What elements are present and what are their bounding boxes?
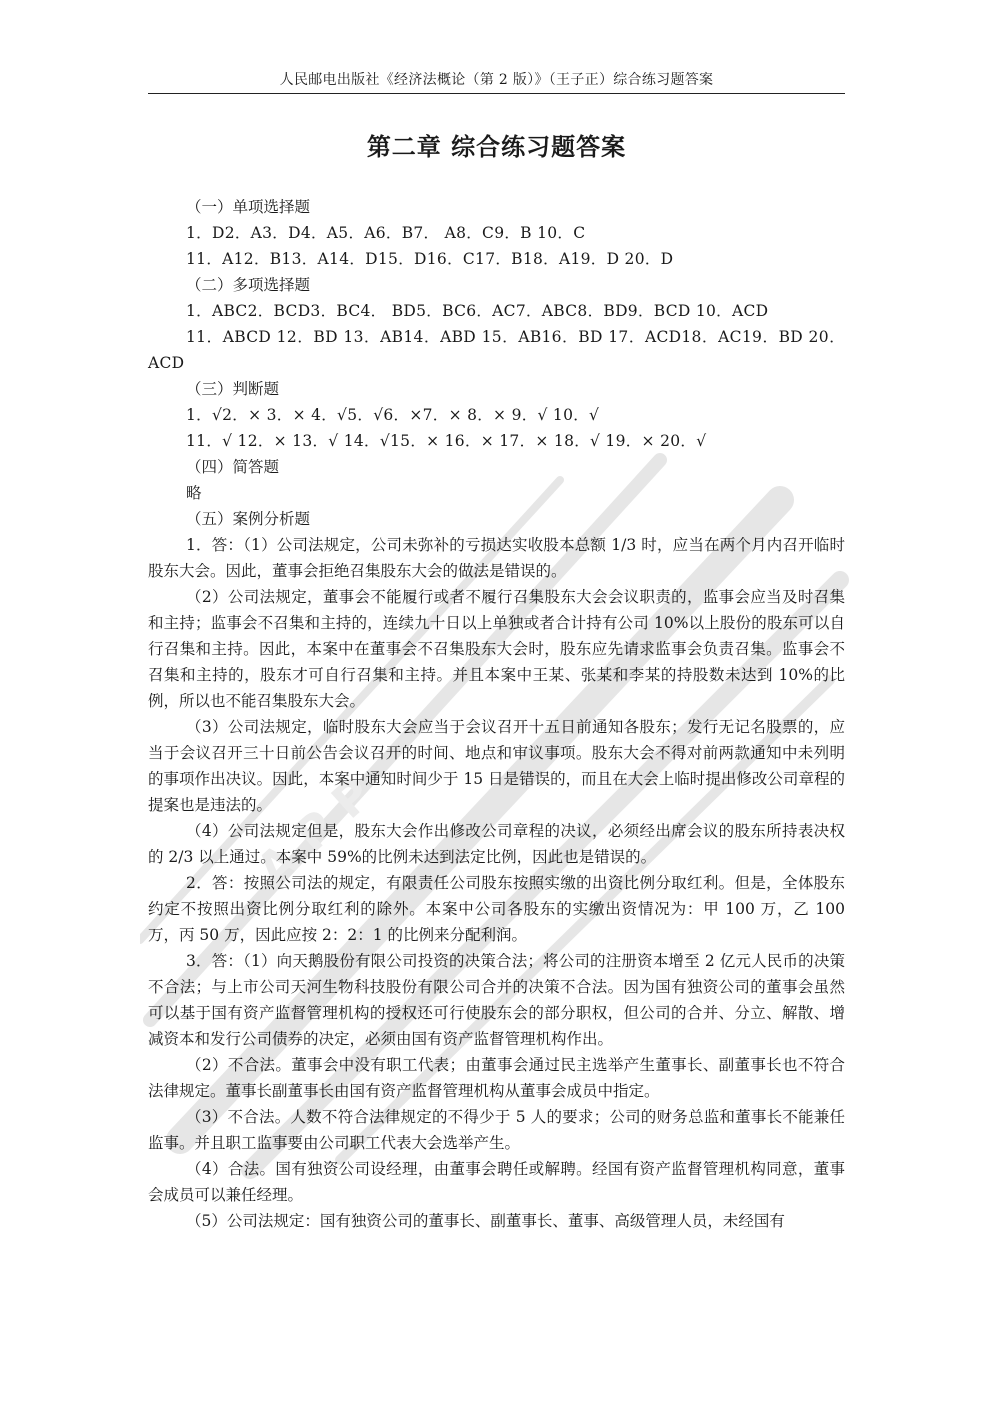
true-false-answers-2: 11．√ 12．× 13．√ 14．√15．× 16．× 17．× 18．√ 19．× 20．√ [186,432,707,450]
case-paragraph: （2）不合法。董事会中没有职工代表；由董事会通过民主选举产生董事长、副董事长也不符合法律规定。董事长副董事长由国有资产监督管理机构从董事会成员中指定。 [148,1056,845,1100]
section-heading-short-answer: （四）简答题 [186,458,280,476]
svg-text:A P P: A P P [246,766,383,897]
true-false-answers-1: 1．√2．× 3．× 4．√5．√6．×7．× 8．× 9．√ 10．√ [186,406,600,424]
case-paragraph: （2）公司法规定，董事会不能履行或者不履行召集股东大会会议职责的，监事会应当及时召集和主持；监事会不召集和主持的，连续九十日以上单独或者合计持有公司 10%以上股份的股东可以自行召集和主持。因此，本案中在董事会不召集股东大会时，股东应先请求监事会负责召集。监事会不召集和主持的，股东才可自行召集和主持。并且本案中王某、张某和李某的持股数未达到 10%的比例，所以也不能召集股东大会。 [148,588,845,710]
section-heading-case-analysis: （五）案例分析题 [186,510,311,528]
header-rule [148,93,845,94]
chapter-title: 第二章 综合练习题答案 [366,133,627,161]
case-paragraph: （3）公司法规定，临时股东大会应当于会议召开十五日前通知各股东；发行无记名股票的，应当于会议召开三十日前公告会议召开的时间、地点和审议事项。股东大会不得对前两款通知中未列明的事项作出决议。因此，本案中通知时间少于 15 日是错误的，而且在大会上临时提出修改公司章程的提案也是违法的。 [148,718,845,814]
case-paragraph: 3．答：（1）向天鹅股份有限公司投资的决策合法；将公司的注册资本增至 2 亿元人民币的决策不合法；与上市公司天河生物科技股份有限公司合并的决策不合法。因为国有独资公司的董事会虽然可以基于国有资产监督管理机构的授权还可行使股东会的部分职权，但公司的合并、分立、解散、增减资本和发行公司债券的决定，必须由国有资产监督管理机构作出。 [148,952,845,1048]
multi-choice-answers-2: 11．ABCD 12．BD 13．AB14．ABD 15．AB16．BD 17．ACD18．AC19．BD 20．ACD [148,328,845,372]
document-body [148,194,845,1234]
section-heading-multi-choice: （二）多项选择题 [186,276,311,294]
single-choice-answers-1: 1．D2．A3．D4．A5．A6．B7． A8．C9．B 10．C [186,224,586,242]
case-paragraph: （5）公司法规定：国有独资公司的董事长、副董事长、董事、高级管理人员，未经国有 [186,1212,785,1230]
case-paragraph: （4）合法。国有独资公司设经理，由董事会聘任或解聘。经国有资产监督管理机构同意，董事会成员可以兼任经理。 [148,1160,845,1204]
case-paragraph: （3）不合法。人数不符合法律规定的不得少于 5 人的要求；公司的财务总监和董事长不能兼任监事。并且职工监事要由公司职工代表大会选举产生。 [148,1108,845,1152]
multi-choice-answers-1: 1．ABC2．BCD3．BC4． BD5．BC6．AC7．ABC8．BD9．BCD 10．ACD [186,302,769,320]
section-heading-true-false: （三）判断题 [186,380,280,398]
short-answer-text: 略 [186,484,202,502]
case-paragraph: （4）公司法规定但是，股东大会作出修改公司章程的决议，必须经出席会议的股东所持表决权的 2/3 以上通过。本案中 59%的比例未达到法定比例，因此也是错误的。 [148,822,845,866]
page-header: 人民邮电出版社《经济法概论（第 2 版）》（王子正）综合练习题答案 [279,72,714,88]
case-paragraph: 2．答：按照公司法的规定，有限责任公司股东按照实缴的出资比例分取红利。但是，全体股东约定不按照出资比例分取红利的除外。本案中公司各股东的实缴出资情况为：甲 100 万，乙 100 万，丙 50 万，因此应按 2：2：1 的比例来分配利润。 [148,874,845,944]
section-heading-single-choice: （一）单项选择题 [186,198,311,216]
case-paragraph: 1．答：（1）公司法规定，公司未弥补的亏损达实收股本总额 1/3 时，应当在两个月内召开临时股东大会。因此，董事会拒绝召集股东大会的做法是错误的。 [148,536,845,580]
single-choice-answers-2: 11．A12．B13．A14．D15．D16．C17．B18．A19．D 20．D [186,250,674,268]
